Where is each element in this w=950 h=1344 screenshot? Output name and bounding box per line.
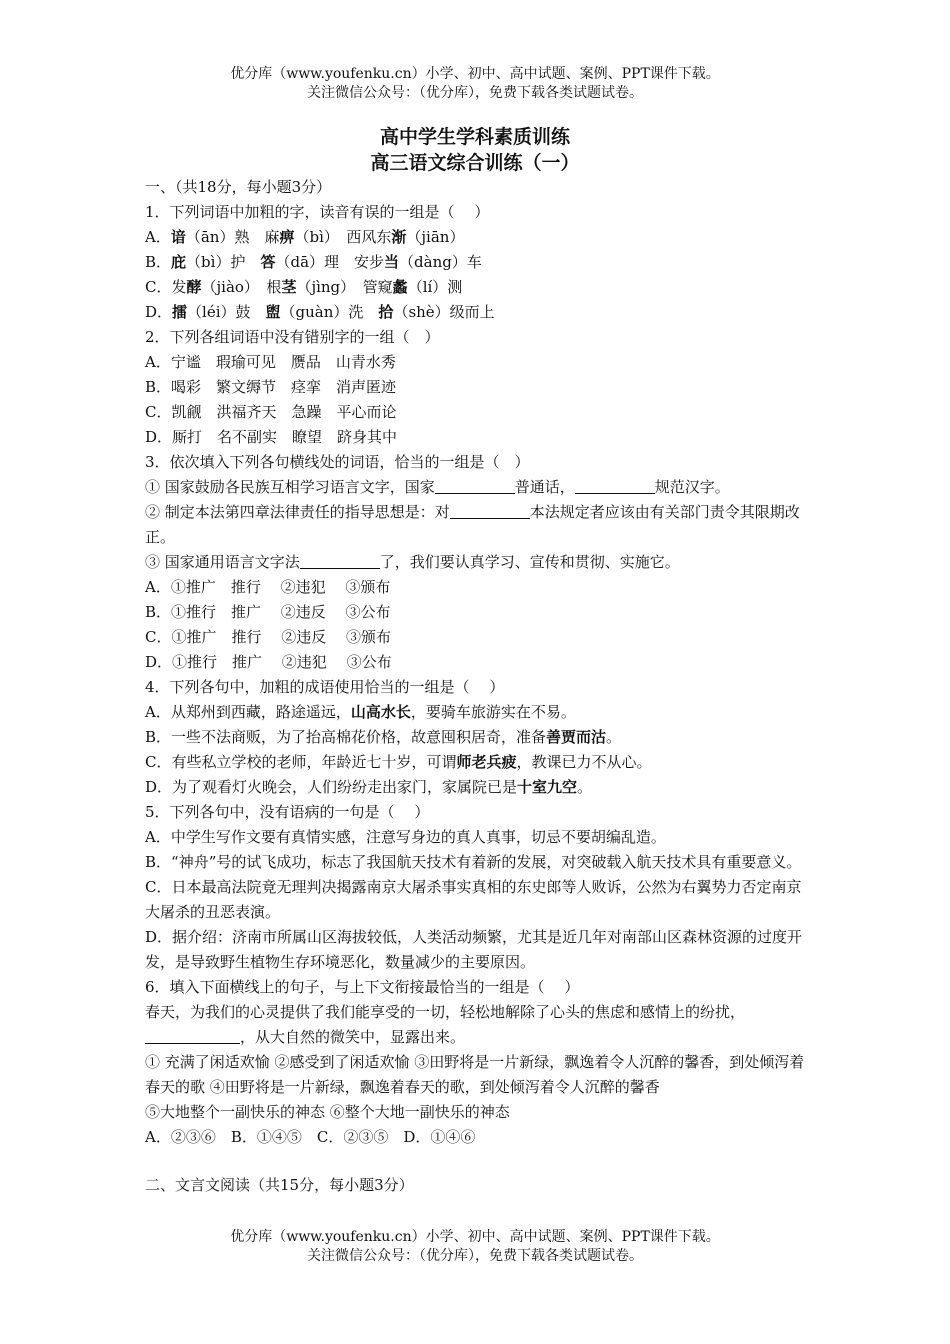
bold-idiom: 十室九空 <box>517 778 578 796</box>
text: （dàng）车 <box>399 253 482 271</box>
fill-blank <box>300 552 380 569</box>
question-1-option-a <box>145 225 810 250</box>
text: 。 <box>577 778 593 796</box>
question-3-stem: 3．依次填入下列各句横线处的词语，恰当的一组是（ ） <box>145 453 530 471</box>
text: A．从郑州到西藏，路途遥远， <box>145 703 351 721</box>
text: 春天，为我们的心灵提供了我们能享受的一切，轻松地解除了心头的焦虑和感情上的纷扰， <box>145 1003 746 1021</box>
text: （shè）级而上 <box>393 303 495 321</box>
fill-blank <box>450 502 530 519</box>
question-3-sentence-1 <box>145 475 810 500</box>
footer-line-2: 关注微信公众号：（优分库），免费下载各类试题试卷。 <box>307 1248 643 1264</box>
question-1-option-d <box>145 300 810 325</box>
text: C．有些私立学校的老师，年龄近七十岁，可谓 <box>145 753 457 771</box>
text: （jiān） <box>406 228 465 246</box>
bold-char: 答 <box>260 253 276 271</box>
bold-char: 痹 <box>279 228 295 246</box>
question-3-option-d: D．①推行 推广 ②违犯 ③公布 <box>145 653 392 671</box>
text: （ān）熟 麻 <box>185 228 280 246</box>
question-4-option-b <box>145 725 810 750</box>
text: ① 国家鼓励各民族互相学习语言文字，国家 <box>145 478 435 496</box>
question-2-option-a: A．宁谧 瑕瑜可见 赝品 山青水秀 <box>145 353 396 371</box>
question-3-option-b: B．①推行 推广 ②违反 ③公布 <box>145 603 391 621</box>
spacer <box>145 1150 810 1173</box>
question-2-option-d: D．厮打 名不副实 瞭望 跻身其中 <box>145 428 398 446</box>
text: ② 制定本法第四章法律责任的指导思想是：对 <box>145 503 450 521</box>
text: （bì）护 <box>186 253 261 271</box>
question-5-option-c: C．日本最高法院竟无理判决揭露南京大屠杀事实真相的东史郎等人败诉，公然为右翼势力否定南京大屠杀的丑恶表演。 <box>145 878 802 921</box>
text: A． <box>145 228 171 246</box>
bold-char: 茎 <box>281 278 297 296</box>
text: 。 <box>606 728 622 746</box>
text: （léi）鼓 <box>187 303 266 321</box>
text: 规范汉字。 <box>654 478 730 496</box>
question-4-option-d <box>145 775 810 800</box>
bold-char: 当 <box>384 253 400 271</box>
text: D． <box>145 303 173 321</box>
question-5-stem: 5．下列各句中，没有语病的一句是（ ） <box>145 803 430 821</box>
question-1-option-b <box>145 250 810 275</box>
bold-idiom: 山高水长 <box>350 703 411 721</box>
page-header <box>0 65 950 103</box>
question-3-sentence-2 <box>145 500 810 550</box>
exam-content <box>145 175 810 1198</box>
text: （guàn）洗 <box>280 303 379 321</box>
text: ，从大自然的微笑中，显露出来。 <box>240 1028 466 1046</box>
question-2-stem: 2．下列各组词语中没有错别字的一组（ ） <box>145 328 440 346</box>
bold-char: 盥 <box>265 303 281 321</box>
question-6-answers: A．②③⑥ B．①④⑤ C．②③⑤ D．①④⑥ <box>145 1128 476 1146</box>
bold-char: 拾 <box>378 303 394 321</box>
question-4-option-a <box>145 700 810 725</box>
page-subtitle: 高三语文综合训练（一） <box>370 152 580 174</box>
text: （jiào） 根 <box>201 278 282 296</box>
bold-char: 谙 <box>170 228 186 246</box>
fill-blank <box>575 477 655 494</box>
title-block <box>0 124 950 176</box>
text: （dā）理 安步 <box>275 253 385 271</box>
section-2-heading: 二、文言文阅读（共15分，每小题3分） <box>145 1176 414 1194</box>
text: 普通话， <box>514 478 575 496</box>
text: 本法规定者应该由有关部门责令其限期改正。 <box>145 503 800 546</box>
fill-blank <box>435 477 515 494</box>
text: （lí）测 <box>407 278 463 296</box>
question-2-option-c: C．凯觎 洪福齐天 急躁 平心而论 <box>145 403 397 421</box>
bold-char: 酵 <box>186 278 202 296</box>
text: B． <box>145 253 172 271</box>
question-1-stem: 1．下列词语中加粗的字，读音有误的一组是（ ） <box>145 203 490 221</box>
text: 了，我们要认真学习、宣传和贯彻、实施它。 <box>379 553 680 571</box>
text: （bì） 西风东 <box>294 228 392 246</box>
question-3-sentence-3 <box>145 550 810 575</box>
question-5-option-d: D．据介绍：济南市所属山区海拔较低，人类活动频繁，尤其是近几年对南部山区森林资源的过度开发，是导致野生植物生存环境恶化，数量减少的主要原因。 <box>145 928 803 971</box>
text: （jìng） 管窥 <box>296 278 393 296</box>
bold-char: 庇 <box>171 253 187 271</box>
page-title: 高中学生学科素质训练 <box>379 126 570 148</box>
footer-line-1: 优分库（www.youfenku.cn）小学、初中、高中试题、案例、PPT课件下载。 <box>230 1229 720 1245</box>
question-3-option-c: C．①推广 推行 ②违反 ③颁布 <box>145 628 392 646</box>
question-6-stem: 6．填入下面横线上的句子，与上下文衔接最恰当的一组是（ ） <box>145 978 580 996</box>
text: ③ 国家通用语言文字法 <box>145 553 300 571</box>
question-1-option-c <box>145 275 810 300</box>
section-1-heading: 一、（共18分，每小题3分） <box>145 178 332 196</box>
question-6-passage <box>145 1000 810 1050</box>
bold-char: 渐 <box>391 228 407 246</box>
bold-idiom: 师老兵疲 <box>456 753 517 771</box>
question-3-option-a: A．①推广 推行 ②违犯 ③颁布 <box>145 578 391 596</box>
question-4-option-c <box>145 750 810 775</box>
page-footer <box>0 1228 950 1266</box>
text: D．为了观看灯火晚会，人们纷纷走出家门，家属院已是 <box>145 778 518 796</box>
question-5-option-b: B．“神舟”号的试飞成功，标志了我国航天技术有着新的发展，对突破载入航天技术具有重要意义。 <box>145 853 802 871</box>
text: C．发 <box>145 278 187 296</box>
header-line-2: 关注微信公众号：（优分库），免费下载各类试题试卷。 <box>307 85 643 101</box>
question-2-option-b: B．喝彩 繁文缛节 痉挛 消声匿迹 <box>145 378 397 396</box>
fill-blank <box>145 1027 240 1044</box>
bold-char: 蠡 <box>392 278 408 296</box>
bold-idiom: 善贾而沽 <box>546 728 607 746</box>
header-line-1: 优分库（www.youfenku.cn）小学、初中、高中试题、案例、PPT课件下载。 <box>230 66 720 82</box>
question-4-stem: 4．下列各句中，加粗的成语使用恰当的一组是（ ） <box>145 678 505 696</box>
bold-char: 擂 <box>172 303 188 321</box>
question-6-choices: ① 充满了闲适欢愉 ②感受到了闲适欢愉 ③田野将是一片新绿，飘逸着令人沉醉的馨香，到处倾泻着春天的歌 ④田野将是一片新绿，飘逸着春天的歌，到处倾泻着令人沉醉的馨香 <box>145 1053 805 1096</box>
text: ，教课已力不从心。 <box>516 753 652 771</box>
question-6-choices-2: ⑤大地整个一副快乐的神态 ⑥整个大地一副快乐的神态 <box>145 1103 510 1121</box>
text: B．一些不法商贩，为了抬高棉花价格，故意囤积居奇，准备 <box>145 728 547 746</box>
text: ，要骑车旅游实在不易。 <box>410 703 576 721</box>
question-5-option-a: A．中学生写作文要有真情实感，注意写身边的真人真事，切忌不要胡编乱造。 <box>145 828 666 846</box>
